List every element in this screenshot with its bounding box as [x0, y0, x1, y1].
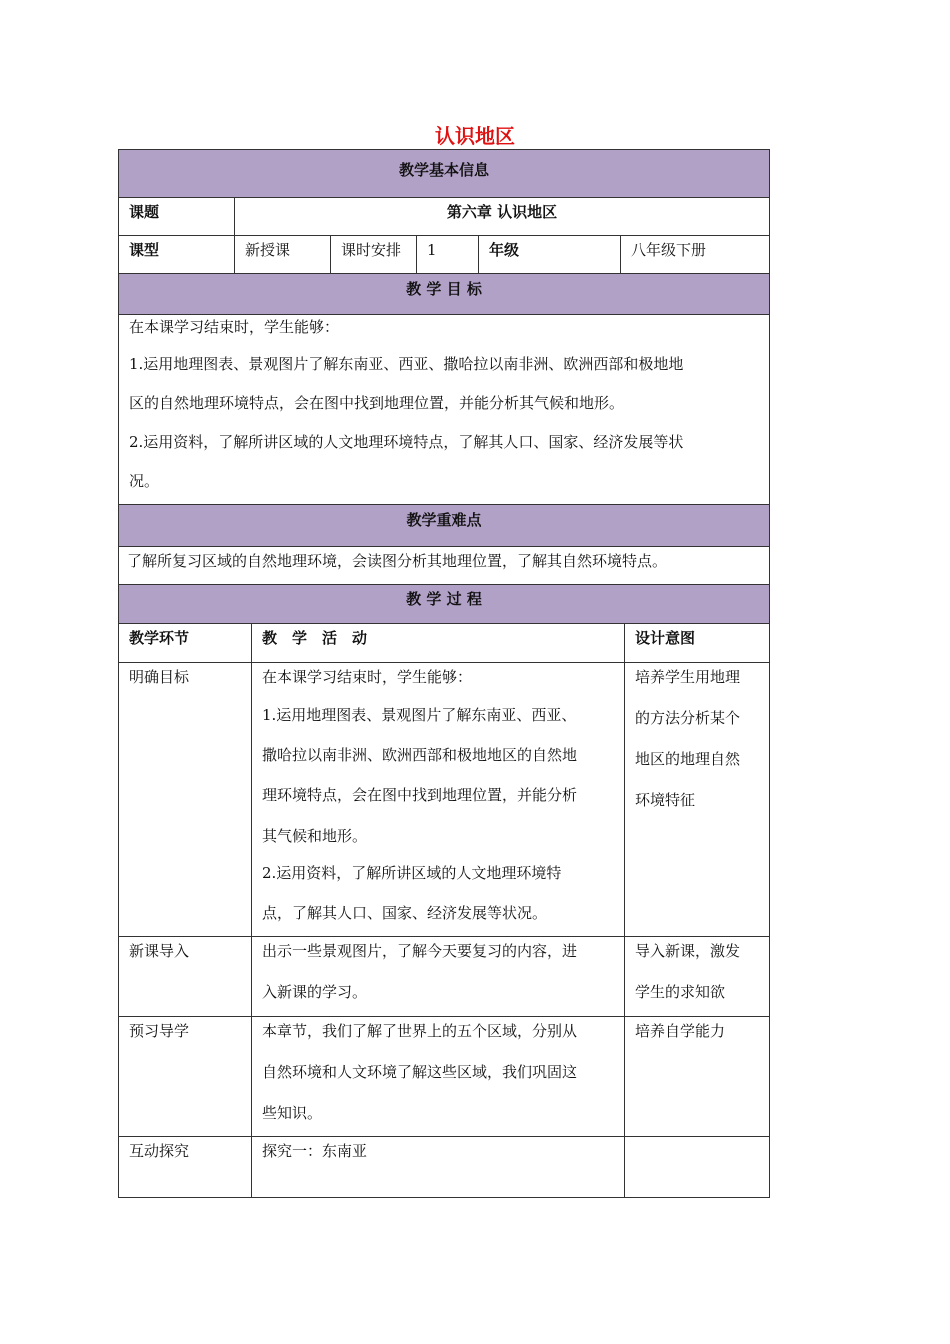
activity-line: 自然环境和人文环境了解这些区域，我们巩固这 — [262, 1063, 578, 1081]
table-row — [118, 1137, 770, 1198]
process-header: 教 学 过 程 — [118, 585, 770, 624]
activity-cell — [252, 663, 625, 936]
intent-line: 的方法分析某个 — [635, 709, 741, 727]
intent-line: 学生的求知欲 — [635, 983, 726, 1001]
topic-row — [118, 198, 770, 236]
activity-cell — [252, 1137, 625, 1197]
table-row — [118, 937, 770, 1017]
activity-line: 些知识。 — [262, 1104, 323, 1122]
column-activity: 教 学 活 动 — [252, 624, 625, 662]
key-points-header: 教学重难点 — [118, 505, 770, 547]
intent-line: 环境特征 — [635, 791, 696, 809]
table-row — [118, 663, 770, 937]
activity-cell — [252, 1011, 625, 1136]
intent-line: 地区的地理自然 — [635, 750, 741, 768]
lesson-plan-table — [118, 149, 770, 1198]
objectives-line: 1.运用地理图表、景观图片了解东南亚、西亚、撒哈拉以南非洲、欧洲西部和极地地 — [129, 355, 684, 373]
topic-value: 第六章 认识地区 — [446, 203, 558, 221]
intent-line: 培养学生用地理 — [635, 668, 741, 686]
basic-info-header: 教学基本信息 — [118, 149, 770, 198]
objectives-line: 区的自然地理环境特点，会在图中找到地理位置，并能分析其气候和地形。 — [129, 394, 625, 412]
activity-line: 在本课学习结束时，学生能够： — [262, 668, 473, 686]
objectives-line: 2.运用资料，了解所讲区域的人文地理环境特点，了解其人口、国家、经济发展等状 — [129, 433, 684, 451]
activity-line: 出示一些景观图片，了解今天要复习的内容，进 — [262, 942, 578, 960]
stage-cell: 预习导学 — [119, 1017, 252, 1136]
activity-line: 本章节，我们了解了世界上的五个区域，分别从 — [262, 1022, 578, 1040]
intent-cell — [625, 931, 769, 1016]
activity-line: 撒哈拉以南非洲、欧洲西部和极地地区的自然地 — [262, 746, 578, 764]
hours-label: 课时安排 — [331, 236, 417, 273]
grade-label: 年级 — [479, 236, 621, 273]
activity-line: 理环境特点，会在图中找到地理位置，并能分析 — [262, 786, 578, 804]
grade-value: 八年级下册 — [631, 241, 707, 259]
activity-line: 1.运用地理图表、景观图片了解东南亚、西亚、 — [262, 706, 577, 724]
activity-line: 入新课的学习。 — [262, 983, 368, 1001]
stage-cell: 互动探究 — [119, 1137, 252, 1197]
stage-cell: 新课导入 — [119, 937, 252, 1016]
column-intent: 设计意图 — [635, 629, 696, 647]
document-title: 认识地区 — [435, 124, 515, 148]
objectives-line: 况。 — [129, 472, 160, 490]
intent-line: 培养自学能力 — [635, 1022, 726, 1040]
activity-line: 探究一：东南亚 — [262, 1142, 368, 1160]
column-stage: 教学环节 — [119, 624, 252, 662]
intent-line: 导入新课，激发 — [635, 942, 741, 960]
objectives-body — [118, 313, 770, 505]
activity-line: 其气候和地形。 — [262, 827, 368, 845]
table-row — [118, 1017, 770, 1137]
type-label: 课型 — [119, 236, 235, 273]
activity-line: 点，了解其人口、国家、经济发展等状况。 — [262, 904, 548, 922]
key-points-body: 了解所复习区域的自然地理环境，会读图分析其地理位置，了解其自然环境特点。 — [118, 547, 770, 585]
stage-cell: 明确目标 — [119, 663, 252, 936]
objectives-header: 教 学 目 标 — [118, 274, 770, 315]
intent-cell — [625, 657, 769, 936]
type-row — [118, 236, 770, 274]
activity-cell — [252, 931, 625, 1016]
intent-cell — [625, 1017, 769, 1136]
topic-label: 课题 — [119, 198, 235, 235]
objectives-line: 在本课学习结束时，学生能够： — [129, 318, 340, 336]
activity-line: 2.运用资料，了解所讲区域的人文地理环境特 — [262, 864, 562, 882]
type-value: 新授课 — [235, 236, 331, 273]
intent-cell — [625, 1137, 769, 1197]
hours-value: 1 — [417, 236, 479, 273]
